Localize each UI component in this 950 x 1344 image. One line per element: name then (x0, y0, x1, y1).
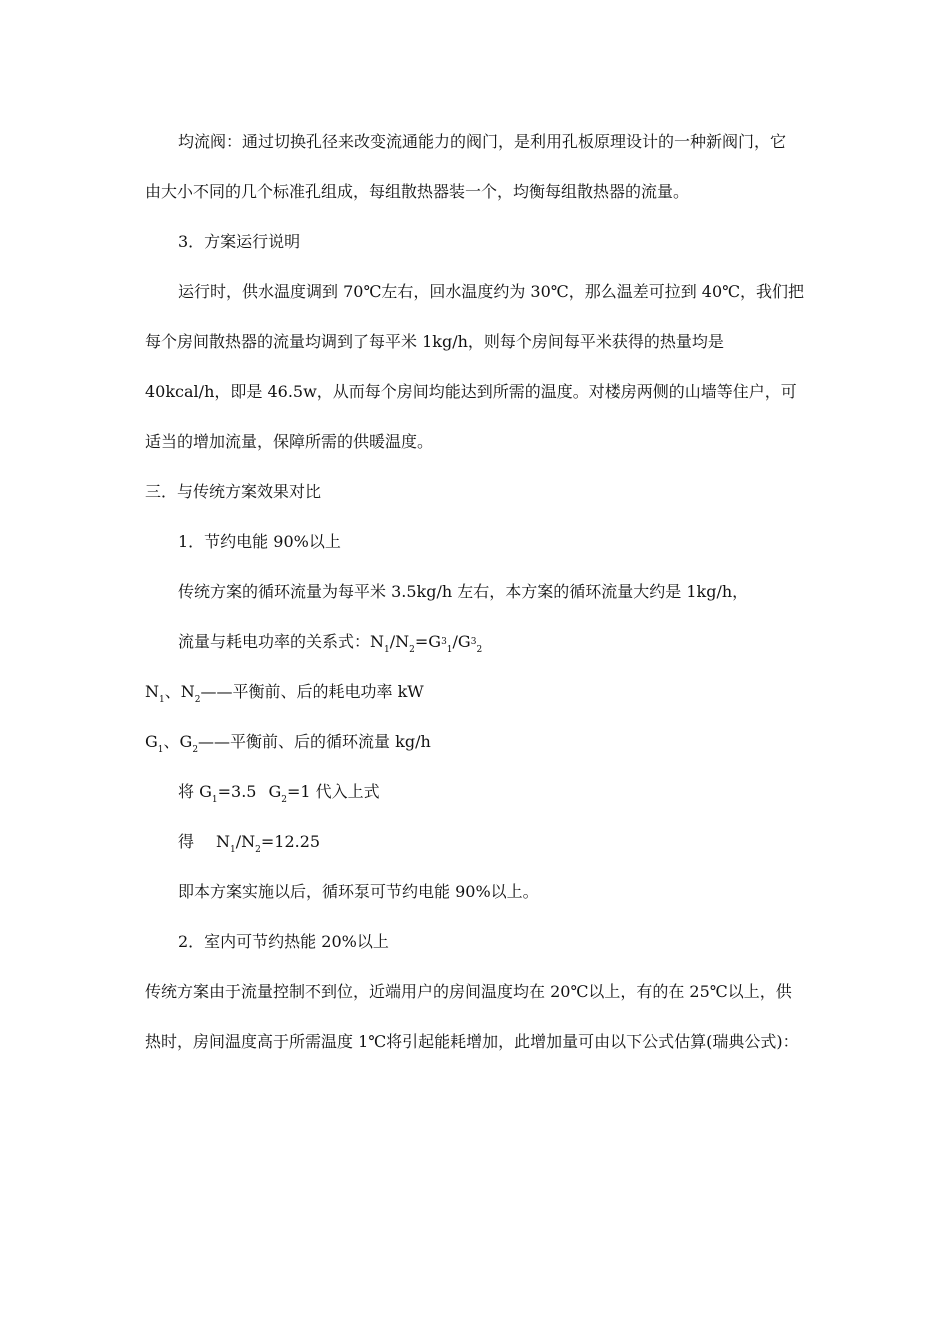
paragraph-line: 热时，房间温度高于所需温度 1℃将引起能耗增加，此增加量可由以下公式估算(瑞典公式)： (145, 1032, 799, 1051)
subheading-save-electricity: 1．节约电能 90%以上 (178, 532, 341, 551)
definition-n: $N_1$、$N_2——$平衡前、后的耗电功率 kW (145, 682, 424, 705)
paragraph-line: 传统方案的循环流量为每平米 3.5kg/h 左右，本方案的循环流量大约是 1kg/h， (178, 582, 749, 601)
substitution-line: 将 $G_1=3.5$ $G_2=1$ 代入上式 (178, 782, 380, 805)
paragraph-line: 适当的增加流量，保障所需的供暖温度。 (145, 432, 434, 451)
paragraph-line: 运行时，供水温度调到 70℃左右，回水温度约为 30℃，那么温差可拉到 40℃，我们把 (178, 282, 805, 301)
formula-intro: 流量与耗电功率的关系式： (178, 632, 371, 651)
paragraph-line: 传统方案由于流量控制不到位，近端用户的房间温度均在 20℃以上，有的在 25℃以上，供 (145, 982, 792, 1001)
paragraph-line: 均流阀：通过切换孔径来改变流通能力的阀门，是利用孔板原理设计的一种新阀门，它 (178, 132, 787, 151)
result-line: 得 $N_1/N_2=12.25$ (178, 832, 321, 855)
subheading-save-heat: 2．室内可节约热能 20%以上 (178, 932, 389, 951)
formula-line (178, 632, 483, 655)
section-heading-comparison: 三．与传统方案效果对比 (145, 482, 322, 501)
paragraph-line: 由大小不同的几个标准孔组成，每组散热器装一个，均衡每组散热器的流量。 (145, 182, 690, 201)
formula-expression: $N_1/N_2=G^3_1/G^3_2$ (370, 632, 483, 655)
subheading-scheme-operation: 3．方案运行说明 (178, 232, 301, 251)
definition-g: $G_1$、$G_2——$平衡前、后的循环流量 kg/h (145, 732, 431, 755)
paragraph-line: 即本方案实施以后，循环泵可节约电能 90%以上。 (178, 882, 539, 901)
paragraph-line: 40kcal/h，即是 46.5w，从而每个房间均能达到所需的温度。对楼房两侧的山墙等住户，可 (145, 382, 797, 401)
paragraph-line: 每个房间散热器的流量均调到了每平米 1kg/h，则每个房间每平米获得的热量均是 (145, 332, 724, 351)
